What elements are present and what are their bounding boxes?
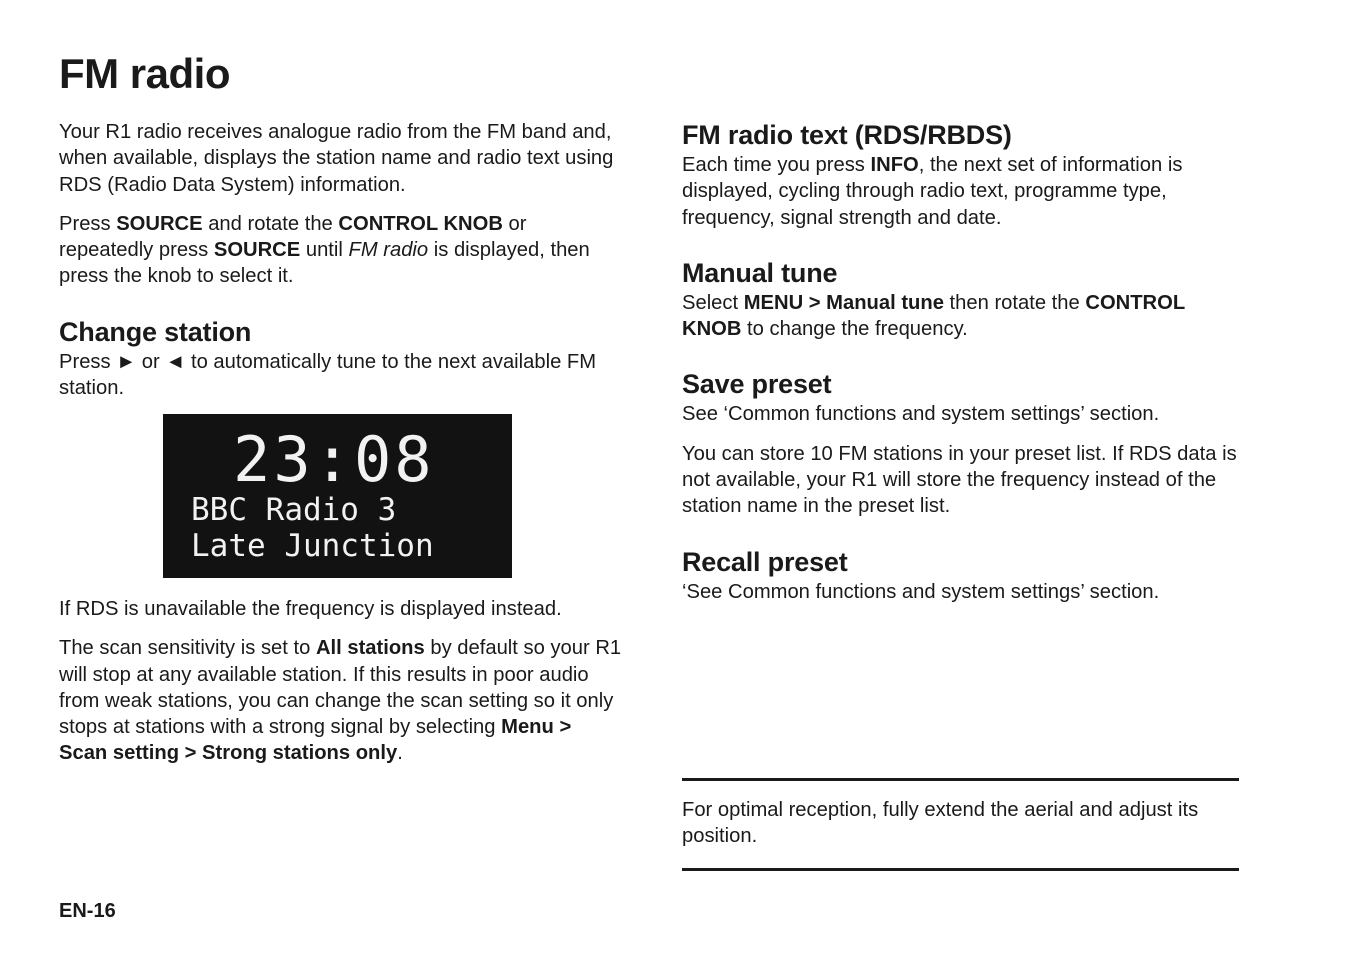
display-time: 23:08 <box>233 423 435 496</box>
scan-setting-paragraph <box>59 635 624 766</box>
control-knob-key: CONTROL KNOB <box>682 291 1185 341</box>
change-station-paragraph <box>59 349 624 402</box>
info-key: INFO <box>870 154 919 176</box>
manual-tune-heading: Manual tune <box>682 257 838 288</box>
source-key: SOURCE <box>213 239 301 262</box>
manual-tune-paragraph <box>682 290 1247 343</box>
text: . <box>397 742 403 765</box>
text: , the next set of information is displayed, cycling through radio text, programme type, frequency, signal strength and date. <box>682 154 1183 229</box>
text: to change the frequency. <box>741 318 968 341</box>
all-stations-option: All stations <box>315 637 425 660</box>
text: then rotate the <box>943 291 1086 314</box>
control-knob-key: CONTROL KNOB <box>338 212 503 235</box>
text: Press <box>59 212 117 235</box>
strong-stations-menu-path: Menu > Scan setting > Strong stations only <box>59 716 572 765</box>
intro-paragraph: Your R1 radio receives analogue radio from the FM band and, when available, displays the station name and radio text using RDS (Radio Data System) information. <box>59 121 614 196</box>
recall-preset-reference: ‘See Common functions and system settings’ section. <box>682 580 1160 603</box>
rds-text-heading: FM radio text (RDS/RBDS) <box>682 120 1012 150</box>
text: or repeatedly press <box>59 212 527 262</box>
select-fm-paragraph <box>59 211 624 290</box>
right-column <box>682 119 1247 617</box>
text: or <box>136 350 166 373</box>
recall-preset-heading: Recall preset <box>682 546 848 577</box>
left-column-lower <box>59 596 624 779</box>
fm-radio-mode: FM radio <box>348 239 429 262</box>
save-preset-paragraph: You can store 10 FM stations in your preset list. If RDS data is not available, your R1 will store the frequency instead of the station name in the preset list. <box>682 442 1237 518</box>
page-number: EN-16 <box>59 900 116 922</box>
previous-arrow-icon: ◄ <box>165 350 186 373</box>
rds-text-paragraph <box>682 152 1247 231</box>
text: is displayed, then press the knob to select it. <box>59 239 590 288</box>
display-station-name: BBC Radio 3 <box>191 492 397 528</box>
reception-tip: For optimal reception, fully extend the aerial and adjust its position. <box>682 799 1199 848</box>
save-preset-reference: See ‘Common functions and system settings’ section. <box>682 403 1160 426</box>
text: Each time you press <box>682 154 871 176</box>
tip-bottom-rule <box>682 868 1239 871</box>
text: Press <box>59 350 117 373</box>
save-preset-heading: Save preset <box>682 369 832 400</box>
source-key: SOURCE <box>116 212 203 235</box>
page-title: FM radio <box>59 50 230 97</box>
rds-unavailable-paragraph: If RDS is unavailable the frequency is displayed instead. <box>59 598 562 620</box>
radio-display <box>163 414 512 578</box>
display-radio-text: Late Junction <box>191 528 434 564</box>
text: to automatically tune to the next available FM station. <box>59 350 597 400</box>
left-column <box>59 119 624 413</box>
next-arrow-icon: ► <box>116 350 137 373</box>
text: The scan sensitivity is set to <box>59 637 316 660</box>
text: by default so your R1 will stop at any available station. If this results in poor audio from weak stations, you can change the scan setting so it only stops at stations with a strong signal by selecting <box>59 637 622 739</box>
tip-top-rule <box>682 778 1239 781</box>
text: until <box>300 239 349 262</box>
text: and rotate the <box>202 212 339 235</box>
change-station-heading: Change station <box>59 316 252 347</box>
text: Select <box>682 291 744 314</box>
manual-tune-menu-path: MENU > Manual tune <box>743 291 944 314</box>
